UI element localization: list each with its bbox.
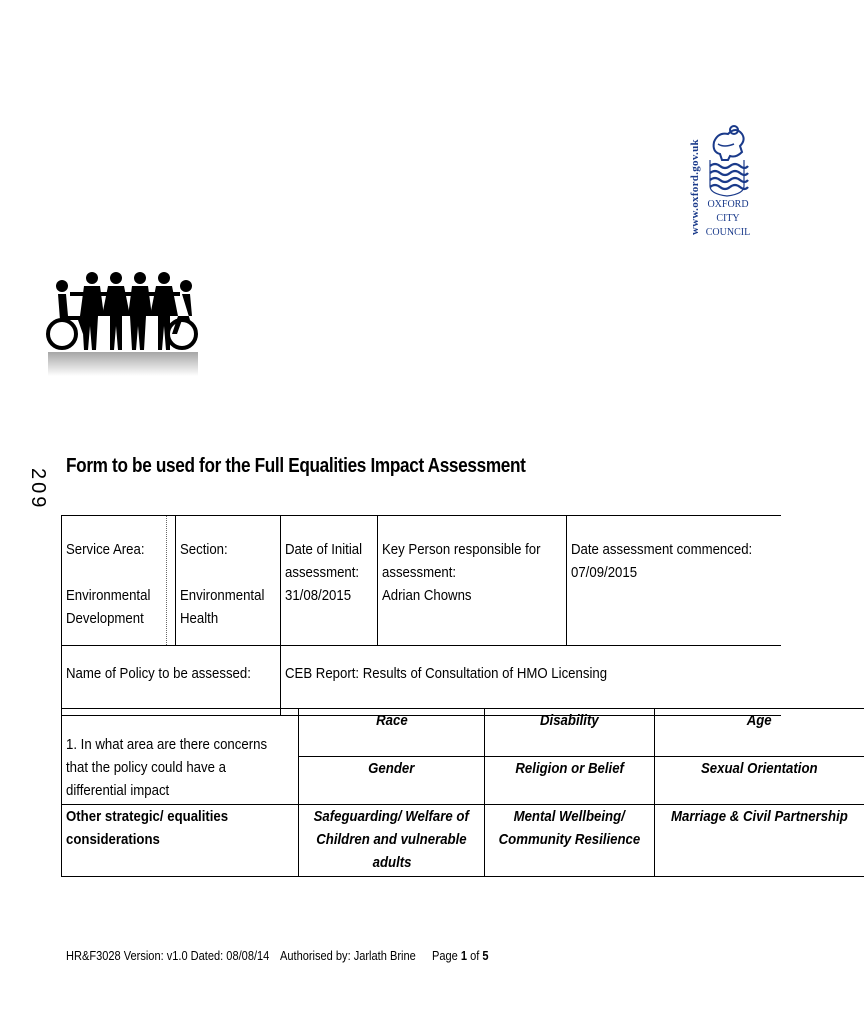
gender-label: Gender bbox=[368, 760, 415, 777]
disability-cell bbox=[484, 709, 654, 757]
section-label: Section: bbox=[180, 541, 228, 558]
age-cell bbox=[654, 709, 863, 757]
question-line-1: 1. In what area are there concerns bbox=[66, 736, 268, 753]
disability-label: Disability bbox=[539, 712, 599, 729]
marriage-label: Marriage & Civil Partnership bbox=[670, 808, 848, 825]
service-area-cell bbox=[62, 516, 167, 646]
crest-icon bbox=[704, 120, 750, 196]
date-initial-value: 31/08/2015 bbox=[285, 587, 352, 604]
logo-council-name bbox=[696, 198, 760, 240]
footer-page-current: 1 bbox=[460, 948, 468, 963]
safeguarding-cell bbox=[299, 805, 484, 877]
key-person-label-2: assessment: bbox=[381, 564, 456, 581]
oxford-city-council-logo bbox=[680, 118, 760, 248]
policy-value-cell bbox=[281, 646, 781, 716]
marriage-cell bbox=[654, 805, 863, 877]
policy-value: CEB Report: Results of Consultation of HMO Licensing bbox=[285, 665, 608, 682]
date-commenced-value: 07/09/2015 bbox=[570, 564, 637, 581]
sexual-orientation-label: Sexual Orientation bbox=[700, 760, 818, 777]
concerns-table bbox=[61, 708, 864, 877]
question-cell bbox=[62, 709, 299, 805]
assessment-table bbox=[61, 515, 781, 716]
gender-cell bbox=[299, 757, 484, 805]
section-value-1: Environmental bbox=[180, 587, 265, 604]
other-cell bbox=[62, 805, 299, 877]
section-cell bbox=[176, 516, 281, 646]
footer-authorised: Authorised by: Jarlath Brine bbox=[280, 948, 416, 963]
policy-label: Name of Policy to be assessed: bbox=[66, 665, 251, 682]
sexual-orientation-cell bbox=[654, 757, 863, 805]
religion-label: Religion or Belief bbox=[515, 760, 624, 777]
policy-label-cell bbox=[62, 646, 281, 716]
service-area-value-2: Development bbox=[66, 610, 144, 627]
safeguarding-line-2: Children and vulnerable bbox=[316, 831, 467, 848]
date-commenced-cell bbox=[566, 516, 780, 646]
footer-page-of: of bbox=[467, 948, 483, 963]
footer-page-prefix: Page bbox=[432, 948, 461, 963]
header-row bbox=[62, 516, 781, 646]
date-initial-label-2: assessment: bbox=[285, 564, 360, 581]
other-line-2: considerations bbox=[66, 831, 160, 848]
race-cell bbox=[299, 709, 484, 757]
date-initial-label-1: Date of Initial bbox=[285, 541, 363, 558]
footer-page bbox=[432, 948, 489, 963]
other-line-1: Other strategic/ equalities bbox=[66, 808, 229, 825]
key-person-label-1: Key Person responsible for bbox=[381, 541, 541, 558]
diversity-people-icon bbox=[40, 268, 200, 378]
religion-cell bbox=[484, 757, 654, 805]
footer-doc-ref: HR&F3028 Version: v1.0 Dated: 08/08/14 bbox=[66, 948, 270, 963]
date-commenced-label: Date assessment commenced: bbox=[570, 541, 752, 558]
logo-url: www.oxford.gov.uk bbox=[689, 139, 701, 235]
race-label: Race bbox=[375, 712, 408, 729]
mental-line-1: Mental Wellbeing/ bbox=[513, 808, 625, 825]
logo-line-3: COUNCIL bbox=[705, 227, 751, 238]
policy-row bbox=[62, 646, 781, 716]
key-person-value: Adrian Chowns bbox=[381, 587, 472, 604]
safeguarding-line-1: Safeguarding/ Welfare of bbox=[314, 808, 470, 825]
logo-line-2: CITY bbox=[716, 213, 740, 224]
age-label: Age bbox=[746, 712, 772, 729]
service-area-value-1: Environmental bbox=[66, 587, 151, 604]
date-initial-cell bbox=[281, 516, 378, 646]
key-person-cell bbox=[377, 516, 566, 646]
spacer-cell bbox=[166, 516, 175, 646]
page-title: Form to be used for the Full Equalities Impact Assessment bbox=[66, 455, 526, 477]
question-line-3: differential impact bbox=[66, 782, 170, 799]
safeguarding-line-3: adults bbox=[372, 854, 412, 871]
mental-line-2: Community Resilience bbox=[498, 831, 641, 848]
mental-cell bbox=[484, 805, 654, 877]
footer-page-total: 5 bbox=[482, 948, 489, 963]
section-value-2: Health bbox=[180, 610, 219, 627]
page-stamp: 209 bbox=[27, 468, 49, 511]
service-area-label: Service Area: bbox=[66, 541, 145, 558]
question-line-2: that the policy could have a bbox=[66, 759, 226, 776]
logo-line-1: OXFORD bbox=[707, 199, 749, 210]
concerns-row-1 bbox=[62, 709, 864, 757]
concerns-row-3 bbox=[62, 805, 864, 877]
